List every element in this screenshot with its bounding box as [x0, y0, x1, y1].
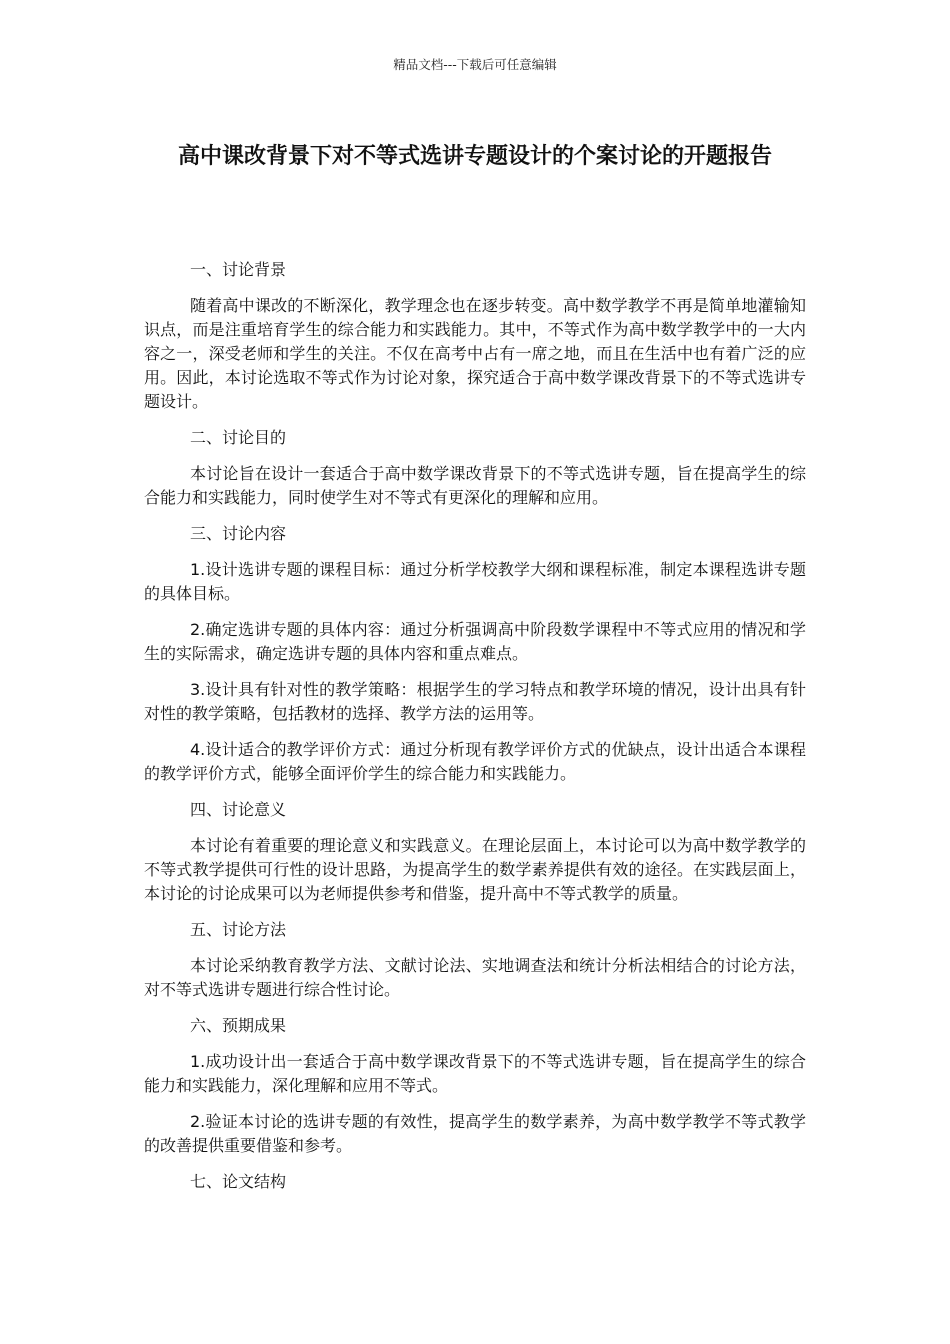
header-note: 精品文档---下载后可任意编辑: [393, 57, 557, 72]
section-heading-background: 一、讨论背景: [190, 260, 287, 279]
paragraph: 本讨论有着重要的理论意义和实践意义。在理论层面上，本讨论可以为高中数学教学的不等式教学提供可行性的设计思路，为提高学生的数学素养提供有效的途径。在实践层面上，本讨论的讨论成果可以为老师提供参考和借鉴，提升高中不等式教学的质量。: [144, 836, 806, 903]
section-heading-content: 三、讨论内容: [190, 524, 287, 543]
section-heading-purpose: 二、讨论目的: [190, 428, 287, 447]
document-body: [144, 258, 806, 1206]
paragraph: 本讨论采纳教育教学方法、文献讨论法、实地调查法和统计分析法相结合的讨论方法，对不等式选讲专题进行综合性讨论。: [144, 956, 806, 999]
paragraph: 本讨论旨在设计一套适合于高中数学课改背景下的不等式选讲专题，旨在提高学生的综合能力和实践能力，同时使学生对不等式有更深化的理解和应用。: [144, 464, 806, 507]
list-item: 1.成功设计出一套适合于高中数学课改背景下的不等式选讲专题，旨在提高学生的综合能力和实践能力，深化理解和应用不等式。: [144, 1052, 806, 1095]
section-heading-expected-results: 六、预期成果: [190, 1016, 287, 1035]
section-heading-thesis-structure: 七、论文结构: [190, 1172, 287, 1191]
section-heading-method: 五、讨论方法: [190, 920, 287, 939]
list-item: 2.确定选讲专题的具体内容：通过分析强调高中阶段数学课程中不等式应用的情况和学生的实际需求，确定选讲专题的具体内容和重点难点。: [144, 620, 806, 663]
list-item: 4.设计适合的教学评价方式：通过分析现有教学评价方式的优缺点，设计出适合本课程的教学评价方式，能够全面评价学生的综合能力和实践能力。: [144, 740, 806, 783]
paragraph: 随着高中课改的不断深化，教学理念也在逐步转变。高中数学教学不再是简单地灌输知识点，而是注重培育学生的综合能力和实践能力。其中，不等式作为高中数学教学中的一大内容之一，深受老师和学生的关注。不仅在高考中占有一席之地，而且在生活中也有着广泛的应用。因此，本讨论选取不等式作为讨论对象，探究适合于高中数学课改背景下的不等式选讲专题设计。: [144, 296, 806, 411]
list-item: 1.设计选讲专题的课程目标：通过分析学校教学大纲和课程标准，制定本课程选讲专题的具体目标。: [144, 560, 806, 603]
list-item: 3.设计具有针对性的教学策略：根据学生的学习特点和教学环境的情况，设计出具有针对性的教学策略，包括教材的选择、教学方法的运用等。: [144, 680, 806, 723]
document-title: 高中课改背景下对不等式选讲专题设计的个案讨论的开题报告: [177, 144, 772, 169]
section-heading-significance: 四、讨论意义: [190, 800, 287, 819]
list-item: 2.验证本讨论的选讲专题的有效性，提高学生的数学素养，为高中数学教学不等式教学的改善提供重要借鉴和参考。: [144, 1112, 806, 1155]
